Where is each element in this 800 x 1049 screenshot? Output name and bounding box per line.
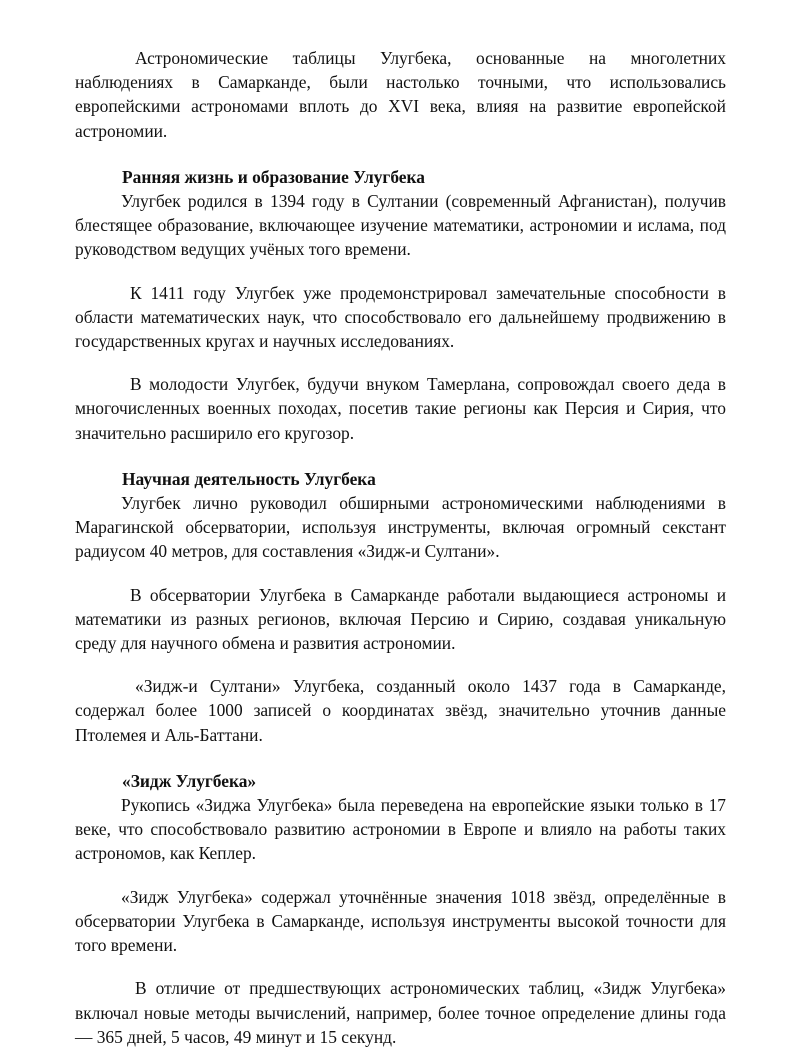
intro-paragraph: Астрономические таблицы Улугбека, основанные на многолетних наблюдениях в Самарканде, были настолько точными, что использовались европейскими астрономами вплоть до XVI века, влияя на развитие европейской астрономии.	[75, 48, 726, 141]
paragraph-early-life-abilities: К 1411 году Улугбек уже продемонстрировал замечательные способности в области математических наук, что способствовало его дальнейшему продвижению в государственных кругах и научных исследованиях.	[75, 282, 726, 352]
section-heading-zij: «Зидж Улугбека»	[122, 770, 257, 791]
paragraph-zij-translation: Рукопись «Зиджа Улугбека» была переведена на европейские языки только в 17 веке, что способствовало развитию астрономии в Европе и влияло на работы таких астрономов, как Кеплер.	[75, 795, 726, 864]
paragraph-zij-methods: В отличие от предшествующих астрономических таблиц, «Зидж Улугбека» включал новые методы вычислений, например, более точное определение длины года — 365 дней, 5 часов, 49 минут и 15 секунд.	[75, 978, 726, 1047]
paragraph-science-zij: «Зидж-и Султани» Улугбека, созданный около 1437 года в Самарканде, содержал более 1000 записей о координатах звёзд, значительно уточнив данные Птолемея и Аль-Баттани.	[75, 676, 726, 745]
section-heading-science: Научная деятельность Улугбека	[122, 468, 376, 489]
paragraph-early-life-birth: Улугбек родился в 1394 году в Султании (современный Афганистан), получив блестящее образование, включающее изучение математики, астрономии и ислама, под руководством ведущих учёных того времени.	[75, 191, 726, 260]
paragraph-science-observations: Улугбек лично руководил обширными астрономическими наблюдениями в Марагинской обсерватории, используя инструменты, включая огромный секстант радиусом 40 метров, для составления «Зидж-и Султани».	[75, 493, 726, 562]
document-page	[75, 46, 726, 1049]
paragraph-early-life-campaigns: В молодости Улугбек, будучи внуком Тамерлана, сопровождал своего деда в многочисленных военных походах, посетив такие регионы как Персия и Сирия, что значительно расширило его кругозор.	[75, 374, 726, 443]
paragraph-science-observatory: В обсерватории Улугбека в Самарканде работали выдающиеся астрономы и математики из разных регионов, включая Персию и Сирию, создавая уникальную среду для научного обмена и развития астрономии.	[75, 584, 726, 654]
paragraph-zij-stars: «Зидж Улугбека» содержал уточнённые значения 1018 звёзд, определённые в обсерватории Улугбека в Самарканде, используя инструменты высокой точности для того времени.	[75, 886, 726, 956]
section-heading-early-life: Ранняя жизнь и образование Улугбека	[122, 166, 425, 187]
